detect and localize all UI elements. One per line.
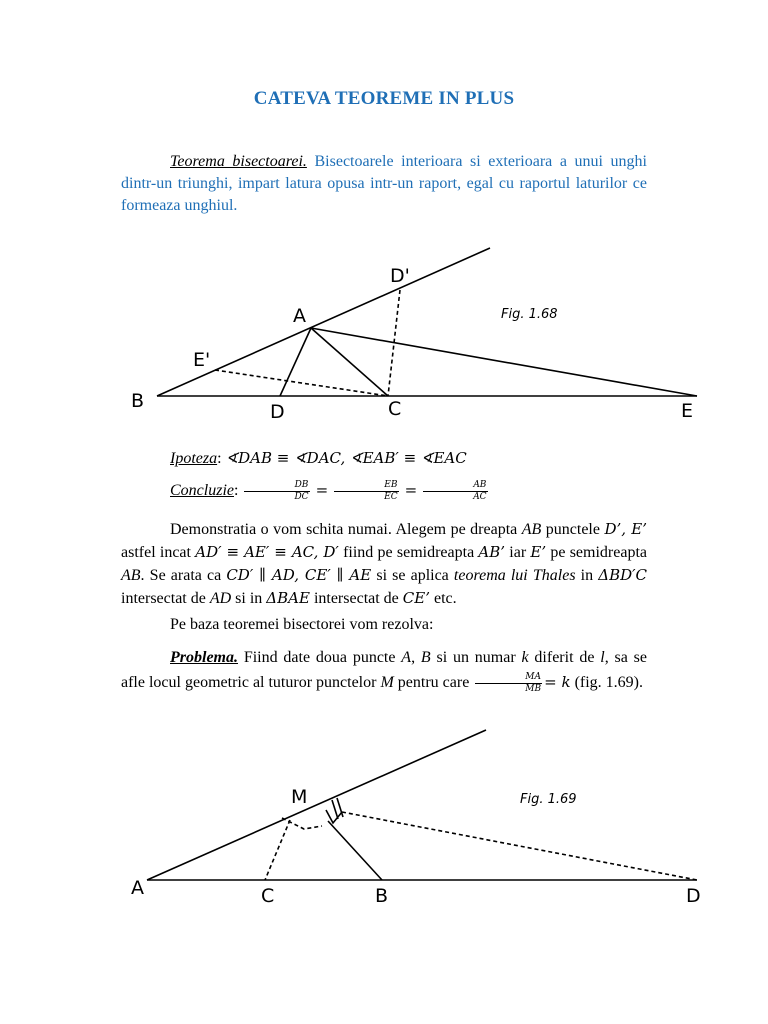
fraction-eb-ec: $\frac{EB}{EC}$ (334, 480, 398, 503)
conclusion-line: Concluzie: $\frac{DB}{DC}$ = $\frac{EB}{EC}$ = $\frac{AB}{AC}$ (170, 479, 487, 502)
segment-m-b (328, 821, 382, 880)
hypothesis-line: Ipoteza: ∢DAB ≡ ∢DAC, ∢EAB′ ≡ ∢EAC (170, 449, 467, 467)
theorem-text: Bisectoarele interioara si exterioara a unui unghi dintr-un triunghi, impart latura opusa intr-un raport, egal cu raportul laturilor ce formeaza unghiul. (121, 153, 647, 214)
problem-paragraph: Problema. Fiind date doua puncte A, B si un numar k diferit de l, sa se afle locul geometric al tuturor punctelor M pentru care $\frac{MA}{MB}$ = k (fig. 1.69). (121, 649, 648, 694)
page-title: CATEVA TEOREME IN PLUS (253, 88, 515, 109)
hypothesis-expression: ∢DAB ≡ ∢DAC, ∢EAB′ ≡ ∢EAC (225, 449, 467, 467)
figure-1-69 (147, 730, 697, 880)
label-a-169: A (131, 877, 144, 899)
equals-sign: = (404, 481, 418, 499)
theorem-name: Teorema bisectoarei. (170, 153, 307, 170)
ray-b-upper (157, 248, 490, 396)
figure-caption-1-68: Fig. 1.68 (501, 307, 558, 322)
label-c-169: C (261, 885, 275, 907)
label-d: D (270, 401, 285, 423)
label-d-169: D (686, 885, 701, 907)
problem-label: Problema. (170, 649, 238, 666)
label-m: M (291, 786, 308, 808)
segment-a-e (311, 328, 697, 396)
segment-m-d (342, 812, 697, 880)
fraction-ma-mb: $\frac{MA}{MB}$ (475, 672, 542, 695)
hypothesis-label: Ipoteza (170, 450, 218, 467)
segment-m-c (265, 820, 290, 880)
label-b: B (131, 390, 145, 412)
figure-1-68 (157, 248, 697, 396)
ray-a-upper (147, 730, 486, 880)
fraction-db-dc: $\frac{DB}{DC}$ (244, 480, 309, 503)
perpendicular-mark-1 (332, 800, 338, 819)
label-e-prime: E' (193, 349, 211, 371)
figure-caption-1-69: Fig. 1.69 (520, 792, 577, 807)
bisector-a-d (280, 328, 311, 396)
demonstration-paragraph: Demonstratia o vom schita numai. Alegem pe dreapta AB punctele D’, E’ astfel incat AD′ ≡ AE′ ≡ AC, D′ fiind pe semidreapta AB’ iar E’ pe semidreapta AB. Se arata ca CD′ ∥ AD, CE′ ∥ AE si se aplica teorema lui Thales in ΔBD′C intersectat de AD si in ΔBAE intersectat de CE’ etc. (121, 520, 648, 607)
label-a: A (293, 305, 306, 327)
label-e: E (681, 400, 694, 422)
conclusion-label: Concluzie (170, 482, 234, 499)
label-c: C (388, 398, 402, 420)
equals-sign: = (315, 481, 329, 499)
label-b-169: B (375, 885, 389, 907)
label-d-prime: D' (390, 265, 410, 287)
fraction-ab-ac: $\frac{AB}{AC}$ (423, 480, 487, 503)
base-sentence: Pe baza teoremei bisectorei vom rezolva: (170, 616, 434, 633)
